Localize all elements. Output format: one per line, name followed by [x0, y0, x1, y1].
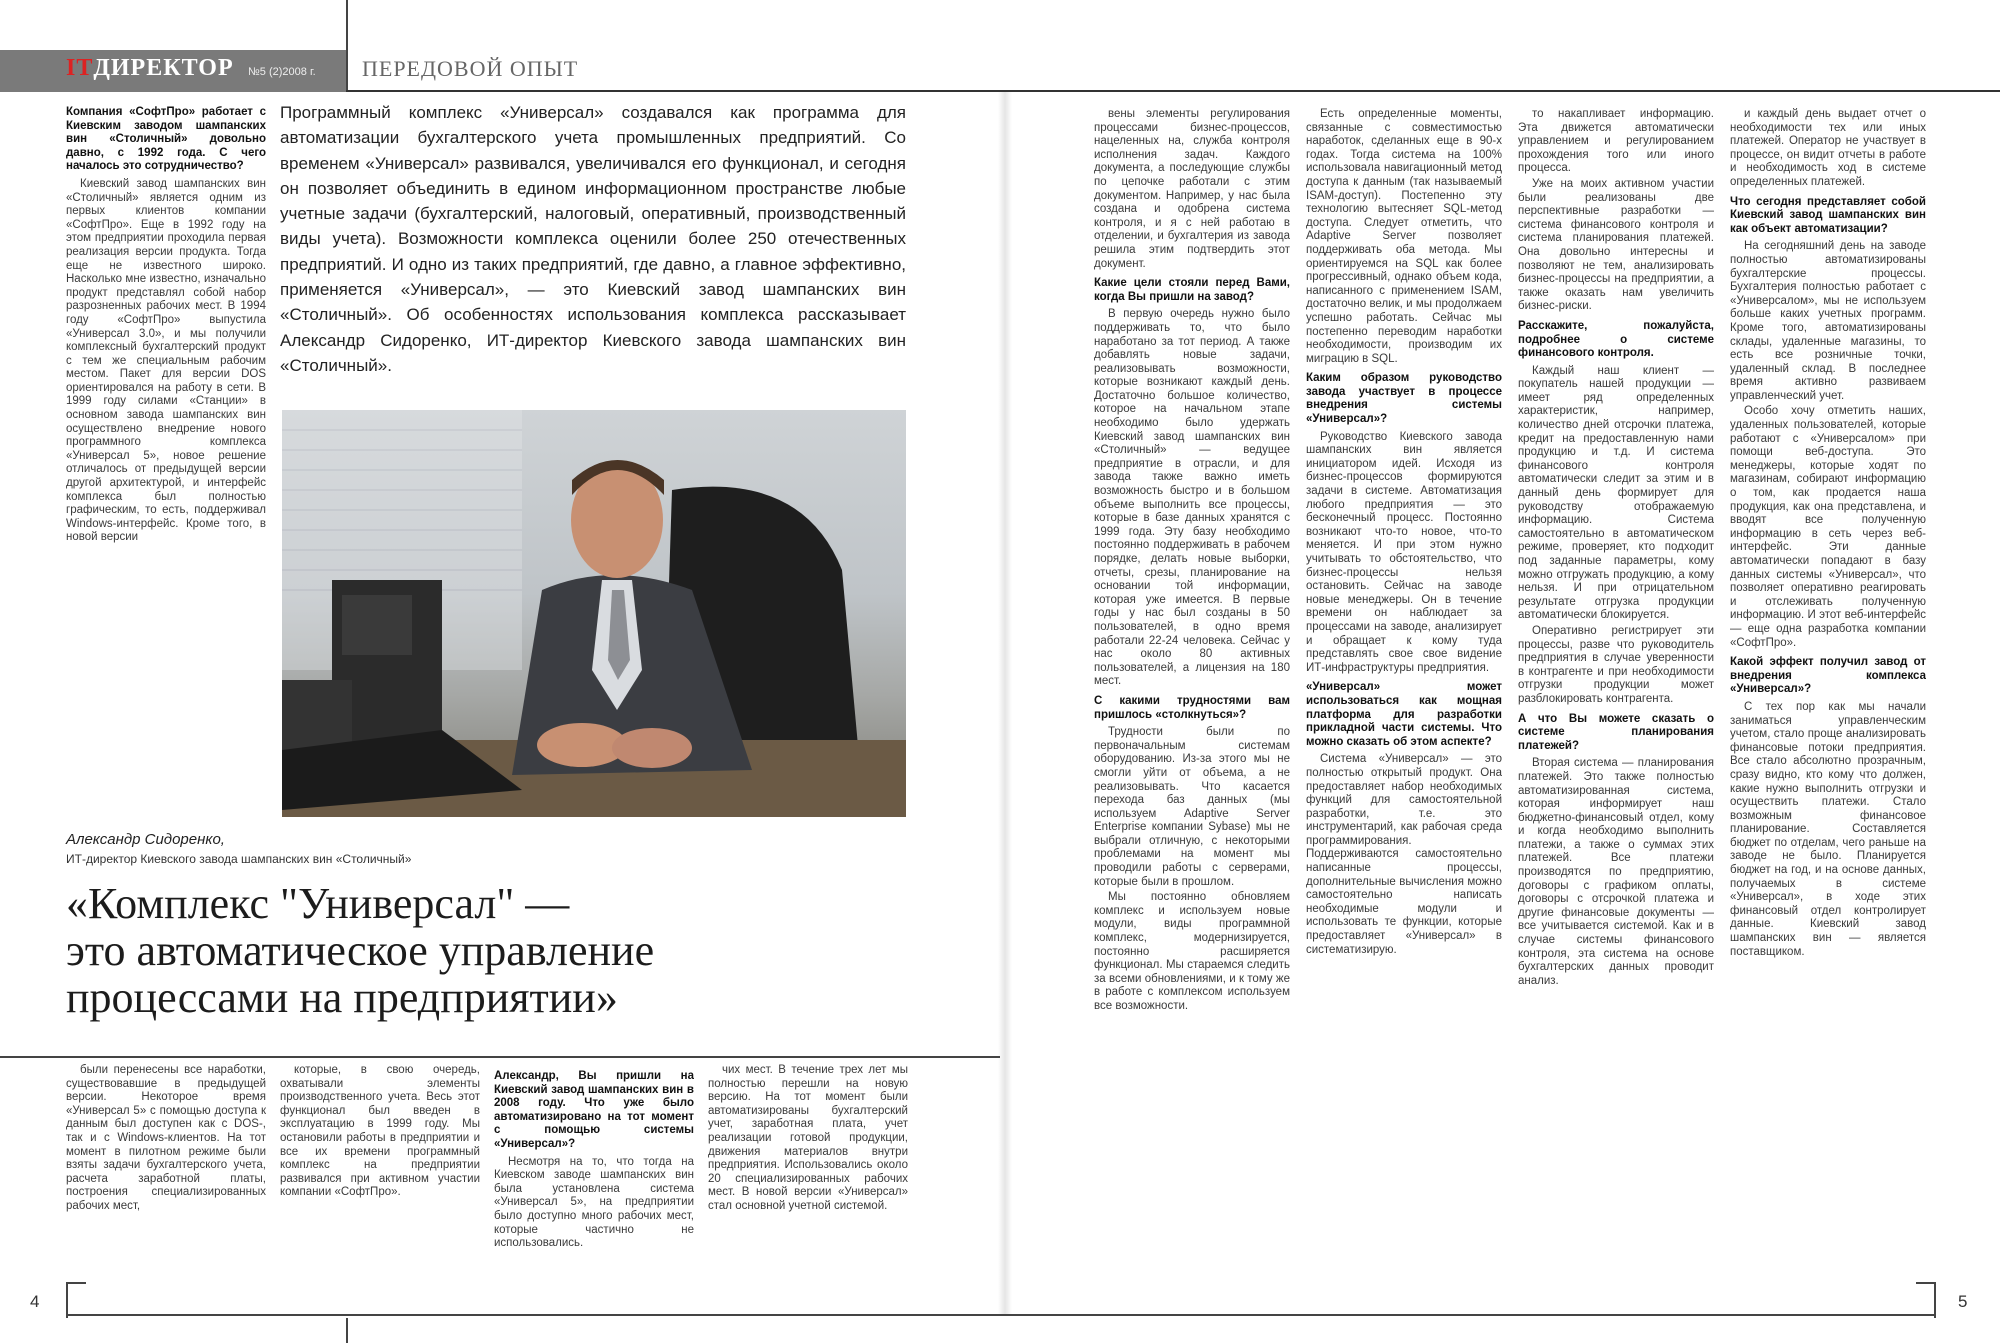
bottom-text-3: Несмотря на то, что тогда на Киевском заводе шампанских вин была установлена система «Универсал 5», на предприятии было доступно много рабочих мест, которые частично не использовались. — [494, 1155, 694, 1250]
r4-text-c: Особо хочу отметить наших, удаленных пользователей, которые работают с «Универсалом» при помощи веб-доступа. Это менеджеры, которые ходят по магазинам, собирают информацию о том, как продается наша продукция, как она представлена, и вводят все полученную информацию в сеть через веб-интерфейс. Эти данные автоматически попадают в базу данных системы «Универсал», что позволяет оперативно реагировать и отслеживать полученную информацию. И этот веб-интерфейс — еще одна разработка компании «СофтПро». — [1730, 405, 1926, 649]
r4-question-b: Какой эффект получил завод от внедрения комплекса «Универсал»? — [1730, 656, 1926, 696]
r2-question-a: Каким образом руководство завода участвует в процессе внедрения системы «Универсал»? — [1306, 372, 1502, 426]
r2-text-b: Руководство Киевского завода шампанских вин является инициатором идей. Исходя из бизнес-процессов формируются задачи в системе. Автоматизация любого предприятия — это бесконечный процесс. Постоянно возникают что-то новое, что-то меняется. И при этом нужно учитывать то обстоятельство, что бизнес-процессы нельзя остановить. Сейчас на заводе новые менеджеры. Он в течение времени он наблюдает за процессами на заводе, анализирует и обращает к кому туда представлять свое свое видение ИТ-инфраструктуры предприятия. — [1306, 430, 1502, 674]
headline-line-2: это автоматическое управление — [66, 926, 655, 975]
bottom-column-2 — [280, 1064, 480, 1282]
right-column-4 — [1730, 108, 1926, 1280]
r3-question-b: А что Вы можете сказать о системе планирования платежей? — [1518, 712, 1714, 752]
footer-rule — [66, 1314, 1936, 1316]
bottom-column-1 — [66, 1064, 266, 1282]
r1-text-c: Трудности были по первоначальным системам оборудованию. Из-за этого мы не смогли уйти от объема, а не реализовывать. Что касается перехода баз данных (мы используем Adaptive Server Enterprise компании Sybase) мы не выбрали отличную, с некоторыми проблемами на момент мы проводили работы с серверами, которые были в прошлом. — [1094, 726, 1290, 888]
r3-question-a: Расскажите, пожалуйста, подробнее о системе финансового контроля. — [1518, 319, 1714, 360]
header-divider — [346, 0, 348, 92]
headline-line-3: процессами на предприятии» — [66, 973, 618, 1022]
header-rule — [346, 90, 2000, 92]
intro-text: Киевский завод шампанских вин «Столичный» является одним из первых клиентов компании «СофтПро». Еще в 1992 году на этом предприятии проходила первая реализация версии продукта. Тогда еще не известного широко. Насколько мне известно, изначально продукт представлял собой набор разрозненных рабочих мест. В 1994 году «СофтПро» выпустила «Универсал 3.0», и мы получили комплексный бухгалтерский продукт с тем же специальным рабочим местом. Пакет для версии DOS ориентировался на работу в сети. В 1999 году силами «Станции» в основном завода шампанских вин осуществлено внедрение нового программного комплекса «Универсал 5», новое решение отличалось от предыдущей версии другой архитектурой, и интерфейс комплекса был полностью графическим, то есть, поддерживал Windows-интерфейс. Кроме того, в новой версии — [66, 177, 266, 544]
footer-bracket-left — [66, 1282, 86, 1318]
bottom-text-1: были перенесены все наработки, существовавшие в предыдущей версии. Некоторое время «Универсал 5» с помощью доступа к данным был доступен как с DOS-, так и с Windows-клиентов. На тот момент в пилотном режиме были взяты задачи бухгалтерского учета, расчета заработной платы, построения специализированных рабочих мест, — [66, 1064, 266, 1212]
bottom-text-4: чих мест. В течение трех лет мы полностью перешли на новую версию. На тот момент были автоматизированы бухгалтерский учет, заработная плата, учет реализации готовой продукции, движения материалов внутри предприятия. Использовались около 20 специализированных рабочих мест. В новой версии «Универсал» стал основной учетной системой. — [708, 1064, 908, 1212]
r2-text-a: Есть определенные моменты, связанные с совместимостью наработок, сделанных еще в 90-х годах. Тогда система на 100% использовала навигационный метод доступа к данным (так называемый ISAM-доступ). Постепенно эту технологию вытесняет SQL-метод доступа. Следует отметить, что Adaptive Server позволяет поддерживать оба метода. Мы ориентируемся на SQL как более прогрессивный, однако объем кода, написанного с применением ISAM, достаточно велик, и мы продолжаем успешно работать. Сейчас мы постепенно переводим наработки необходимости, производим их миграцию в SQL. — [1306, 108, 1502, 365]
portrait-photo — [282, 410, 906, 817]
bottom-column-4 — [708, 1064, 908, 1282]
footer-bracket-right — [1916, 1282, 1936, 1318]
r1-text-b: В первую очередь нужно было поддерживать то, что было наработано за тот период. А также добавлять новые задачи, реализовывать возможности, которые возникают каждый день. Достаточно большое количество, которое на начальном этапе необходимо было удержать Киевский завод шампанских вин «Столичный» — ведущее предприятие в отрасли, и для завода также важно иметь возможность быстро и в большом объеме выполнить все процессы, которые в базе данных хранятся с 1999 года. Эту базу необходимо постоянно поддерживать в рабочем порядке, делать новые выборки, отчеты, срезы, планирование на основании той информации, которая уже имеется. В первые годы у нас был созданы в 50 пользователей, в одно время работали 22-24 человека. Сейчас у нас около 80 активных пользователей, а лицензия на 180 мест. — [1094, 308, 1290, 688]
r4-text-b: На сегодняшний день на заводе полностью автоматизированы бухгалтерские процессы. Бухгалтерия полностью работает с «Универсалом», мы не используем больше каких учетных программ. Кроме того, автоматизированы склады, удаленные магазины, то есть все розничные точки, удаленный склад. В последнее время активно развиваем управленческий учет. — [1730, 240, 1926, 402]
r3-text-d: Оперативно регистрирует эти процессы, разве что руководитель предприятия в случае уверенности в контрагенте и при необходимости отгрузки продукции может разблокировать контрагента. — [1518, 624, 1714, 705]
magazine-logo: ITДИРЕКТОР — [66, 55, 234, 81]
page-number-right: 5 — [1958, 1292, 1968, 1311]
footer-divider — [346, 1318, 348, 1343]
photo-caption-name: Александр Сидоренко, — [66, 831, 225, 848]
r2-question-b: «Универсал» может использоваться как мощная платформа для разработки прикладной части системы. Что можно сказать об этом аспекте? — [1306, 681, 1502, 748]
headline-rule — [0, 1056, 1000, 1058]
r4-text-d: С тех пор как мы начали заниматься управленческим учетом, стало проще анализировать финансовые потоки предприятия. Все стало абсолютно прозрачным, сразу видно, кто кому что должен, какие нужно выполнить отгрузки и осуществить платежи. Стало возможным финансовое планирование. Составляется бюджет по отделам, чего раньше на заводе не было. Планируется бюджет на год, и на основе данных, получаемых в системе «Универсал», в ходе этих финансовый отдел контролирует данные. Киевский завод шампанских вин — является поставщиком. — [1730, 700, 1926, 958]
article-headline — [66, 880, 926, 1021]
page-gutter — [998, 92, 1012, 1314]
bottom-question-3: Александр, Вы пришли на Киевский завод шампанских вин в 2008 году. Что уже было автоматизировано на тот момент с помощью системы «Универсал»? — [494, 1070, 694, 1150]
right-column-3 — [1518, 108, 1714, 1280]
r4-text-a: и каждый день выдает отчет о необходимости тех или иных платежей. Оператор не участвует в процессе, он видит отчеты в работе и необходимость ход в системе определенных платежей. — [1730, 108, 1926, 188]
r1-text-d: Мы постоянно обновляем комплекс и используем новые модули, виды программной комплекс, модернизируется, постоянно расширяется функционал. Мы стараемся следить за всеми обновлениями, и к тому же в работе с комплексом используем все возможности. — [1094, 891, 1290, 1012]
r1-text-a: вены элементы регулирования процессами бизнес-процессов, нацеленных на, служба контроля исполнения задач. Каждого документа, а последующие службы по цепочке работали с этим документом. Например, у нас была создана и одобрена система контроля, и я с ней работаю в отделении, и бухгалтерия из завода решила этим подтвердить этот документ. — [1094, 108, 1290, 270]
r3-text-e: Вторая система — планирования платежей. Это также полностью автоматизированная система, которая информирует наш бюджетно-финансовый отдел, кому и когда необходимо выполнить платежи, а также о суммах этих платежей. Все платежи производятся по предприятию, договоры с графиком оплаты, договоры с отсрочкой платежа и другие финансовые документы — все учитывается системой. Как и в случае системы финансового контроля, эта система на основе бухгалтерских данных проводит анализ. — [1518, 757, 1714, 987]
portrait-illustration — [282, 410, 906, 817]
right-column-1 — [1094, 108, 1290, 1280]
r3-text-b: Уже на моих активном участии были реализованы две перспективные разработки — система финансового контроля и система планирования платежей. Она довольно интересны и позволяют не тем, анализировать бизнес-процессы на предприятии, а также оказать нам увеличить бизнес-риски. — [1518, 177, 1714, 313]
photo-caption-role: ИТ-директор Киевского завода шампанских вин «Столичный» — [66, 852, 412, 866]
bottom-column-3 — [494, 1064, 694, 1282]
intro-column — [66, 100, 266, 820]
intro-question: Компания «СофтПро» работает с Киевским заводом шампанских вин «Столичный» довольно давно, с 1992 года. С чего началось это сотрудничество? — [66, 106, 266, 173]
right-column-2 — [1306, 108, 1502, 1280]
r4-question-a: Что сегодня представляет собой Киевский завод шампанских вин как объект автоматизации? — [1730, 195, 1926, 235]
headline-line-1: «Комплекс "Универсал" — — [66, 879, 570, 928]
r3-text-a: то накапливает информацию. Эта движется автоматически управлением и регулированием прохождения того или иного процесса. — [1518, 108, 1714, 175]
page-number-left: 4 — [30, 1292, 40, 1311]
section-title: ПЕРЕДОВОЙ ОПЫТ — [362, 56, 579, 81]
r1-question-a: Какие цели стояли перед Вами, когда Вы пришли на завод? — [1094, 277, 1290, 303]
r3-text-c: Каждый наш клиент — покупатель нашей продукции — имеет ряд определенных характеристик, например, количество дней отсрочки платежа, кредит на предоставленную нами продукцию и т.д. И система финансового контроля автоматически следит за этим и в данный день формирует для руководству отображаемую информацию. Система самостоятельно в автоматическом режиме, проверяет, кто подходит под заданные параметры, кому можно отгружать продукцию, а кому нельзя. И при отрицательном результате отгрузка продукции автоматически блокируется. — [1518, 364, 1714, 622]
bottom-text-2: которые, в свою очередь, охватывали элементы производственного учета. Весь этот функционал был введен в эксплуатацию в 1999 году. Мы остановили работы в предприятии и все их времени программный комплекс на предприятии развивался при активном участии компании «СофтПро». — [280, 1064, 480, 1199]
lead-paragraph: Программный комплекс «Универсал» создавался как программа для автоматизации бухгалтерского учета промышленных предприятий. Со временем «Универсал» развивался, увеличивался его функционал, и сегодня он позволяет объединить в едином информационном пространстве любые учетные задачи (бухгалтерский, налоговый, оперативный, производственный виды учета). Возможности комплекса оценили более 250 отечественных предприятий. И одно из таких предприятий, где давно, а главное эффективно, применяется «Универсал», — это Киевский завод шампанских вин «Столичный». Об особенностях использования комплекса рассказывает Александр Сидоренко, ИТ-директор Киевского завода шампанских вин «Столичный». — [280, 103, 906, 375]
issue-date: №5 (2)2008 г. — [248, 66, 316, 78]
r1-question-b: С какими трудностями вам пришлось «столкнуться»? — [1094, 694, 1290, 721]
r2-text-c: Система «Универсал» — это полностью открытый продукт. Она предоставляет набор необходимых функций для самостоятельной разработки, т.е. это инструментарий, как рабочая среда программирования. Поддерживаются самостоятельно написанные процессы, дополнительные вычисления можно самостоятельно написать необходимые модули и использовать те функции, которые предоставляет «Универсал» в систематизирую. — [1306, 753, 1502, 956]
